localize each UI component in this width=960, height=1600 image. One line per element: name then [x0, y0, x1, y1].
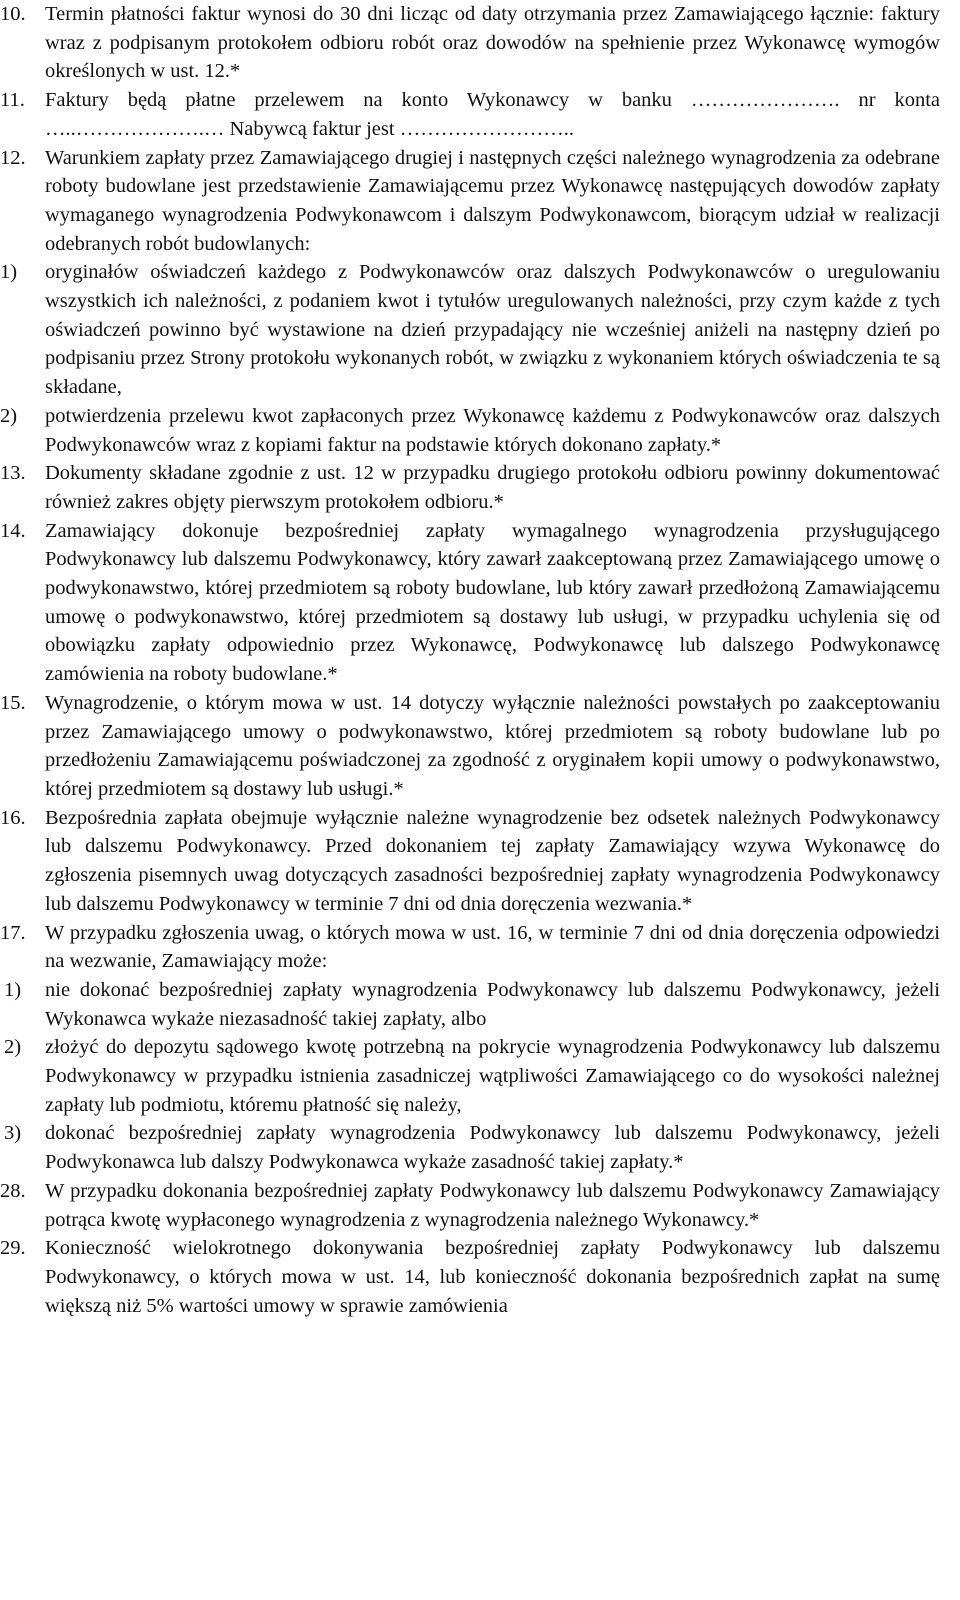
paragraph-text: Wynagrodzenie, o którym mowa w ust. 14 dotyczy wyłącznie należności powstałych po zaakceptowaniu przez Zamawiającego umowy o podwykonawstwo, której przedmiotem są roboty budowlane lub po przedłożeniu Zamawiającemu poświadczonej za zgodność z oryginałem kopii umowy o podwykonawstwo, której przedmiotem są dostawy lub usługi.* — [45, 691, 940, 800]
paragraph-number: 28. — [0, 1179, 26, 1202]
paragraph — [0, 144, 940, 259]
paragraph — [0, 976, 940, 1033]
paragraph-number: 12. — [0, 146, 26, 169]
paragraph-number: 29. — [0, 1237, 26, 1260]
paragraph — [0, 86, 940, 143]
paragraph — [0, 0, 940, 86]
paragraph-text: Termin płatności faktur wynosi do 30 dni licząc od daty otrzymania przez Zamawiającego łącznie: faktury wraz z podpisanym protokołem odbioru robót oraz dowodów na spełnienie przez Wykonawcę wymogów określonych w ust. 12.* — [45, 3, 940, 83]
paragraph — [0, 1033, 940, 1119]
paragraph-number: 15. — [0, 691, 26, 714]
paragraph-text: Konieczność wielokrotnego dokonywania bezpośredniej zapłaty Podwykonawcy lub dalszemu Podwykonawcy, o których mowa w ust. 14, lub konieczność dokonania bezpośrednich zapłat na sumę większą niż 5% wartości umowy w sprawie zamówienia — [45, 1237, 940, 1317]
paragraph — [0, 517, 940, 689]
paragraph — [0, 1119, 940, 1176]
paragraph-number: 13. — [0, 462, 26, 485]
paragraph-text: nie dokonać bezpośredniej zapłaty wynagrodzenia Podwykonawcy lub dalszemu Podwykonawcy, jeżeli Wykonawca wykaże niezasadność takiej zapłaty, albo — [45, 978, 940, 1030]
paragraph-text: Warunkiem zapłaty przez Zamawiającego drugiej i następnych części należnego wynagrodzenia za odebrane roboty budowlane jest przedstawienie Zamawiającemu przez Wykonawcę następujących dowodów zapłaty wymaganego wynagrodzenia Podwykonawcom i dalszym Podwykonawcom, biorącym udział w realizacji odebranych robót budowlanych: — [45, 146, 940, 255]
paragraph-number: 10. — [0, 3, 26, 25]
paragraph-text: Dokumenty składane zgodnie z ust. 12 w przypadku drugiego protokołu odbioru powinny dokumentować również zakres objęty pierwszym protokołem odbioru.* — [45, 462, 940, 513]
paragraph-number: 17. — [0, 921, 26, 944]
paragraph-number: 3) — [4, 1122, 22, 1145]
paragraph — [0, 1177, 940, 1234]
paragraph — [0, 459, 940, 516]
paragraph-number: 1) — [4, 978, 22, 1001]
paragraph-text: W przypadku zgłoszenia uwag, o których mowa w ust. 16, w terminie 7 dni od dnia doręczenia odpowiedzi na wezwanie, Zamawiający może: — [45, 921, 940, 973]
paragraph-text: Bezpośrednia zapłata obejmuje wyłącznie należne wynagrodzenie bez odsetek należnych Podwykonawcy lub dalszemu Podwykonawcy. Przed dokonaniem tej zapłaty Zamawiający wzywa Wykonawcę do zgłoszenia pisemnych uwag dotyczących zasadności bezpośredniej zapłaty wynagrodzenia Podwykonawcy lub dalszemu Podwykonawcy w terminie 7 dni od dnia doręczenia wezwania.* — [45, 806, 940, 915]
paragraph-text: Zamawiający dokonuje bezpośredniej zapłaty wymagalnego wynagrodzenia przysługującego Podwykonawcy lub dalszemu Podwykonawcy, który zawarł zaakceptowaną przez Zamawiającego umowę o podwykonawstwo, której przedmiotem są roboty budowlane, lub który zawarł przedłożoną Zamawiającemu umowę o podwykonawstwo, której przedmiotem są dostawy lub usługi, w przypadku uchylenia się od obowiązku zapłaty odpowiednio przez Wykonawcę, Podwykonawcę lub dalszego Podwykonawcę zamówienia na roboty budowlane.* — [45, 519, 940, 686]
paragraph-text: potwierdzenia przelewu kwot zapłaconych przez Wykonawcę każdemu z Podwykonawców oraz dalszych Podwykonawców wraz z kopiami faktur na podstawie których dokonano zapłaty.* — [45, 404, 940, 456]
paragraph-number: 16. — [0, 806, 26, 829]
paragraph-text: oryginałów oświadczeń każdego z Podwykonawców oraz dalszych Podwykonawców o uregulowaniu wszystkich ich należności, z podaniem kwot i tytułów uregulowanych należności, przy czym każde z tych oświadczeń powinno być wystawione na dzień przypadający nie wcześniej aniżeli na następny dzień po podpisaniu przez Strony protokołu wykonanych robót, w związku z wykonaniem których oświadczenia te są składane, — [45, 261, 940, 399]
paragraph-number: 14. — [0, 519, 26, 542]
paragraph-number: 2) — [0, 404, 18, 427]
paragraph — [0, 1234, 940, 1320]
paragraph-number: 1) — [0, 261, 18, 284]
paragraph — [0, 258, 940, 402]
paragraph-text: W przypadku dokonania bezpośredniej zapłaty Podwykonawcy lub dalszemu Podwykonawcy Zamawiający potrąca kwotę wypłaconego wynagrodzenia z wynagrodzenia należnego Wykonawcy.* — [45, 1179, 940, 1231]
paragraph-text: złożyć do depozytu sądowego kwotę potrzebną na pokrycie wynagrodzenia Podwykonawcy lub dalszemu Podwykonawcy w przypadku istnienia zasadniczej wątpliwości Zamawiającego co do wysokości należnej zapłaty lub podmiotu, któremu płatność się należy, — [45, 1036, 940, 1116]
paragraph — [0, 689, 940, 804]
paragraph-text: dokonać bezpośredniej zapłaty wynagrodzenia Podwykonawcy lub dalszemu Podwykonawcy, jeżeli Podwykonawca lub dalszy Podwykonawca wykaże zasadność takiej zapłaty.* — [45, 1122, 940, 1174]
paragraph-text: Faktury będą płatne przelewem na konto Wykonawcy w banku …………………. nr konta …..……………….… Nabywcą faktur jest …………………….. — [45, 89, 940, 140]
paragraph-number: 2) — [4, 1036, 22, 1059]
paragraph — [0, 402, 940, 459]
paragraph-number: 11. — [0, 89, 25, 112]
paragraph — [0, 804, 940, 919]
paragraph — [0, 919, 940, 976]
